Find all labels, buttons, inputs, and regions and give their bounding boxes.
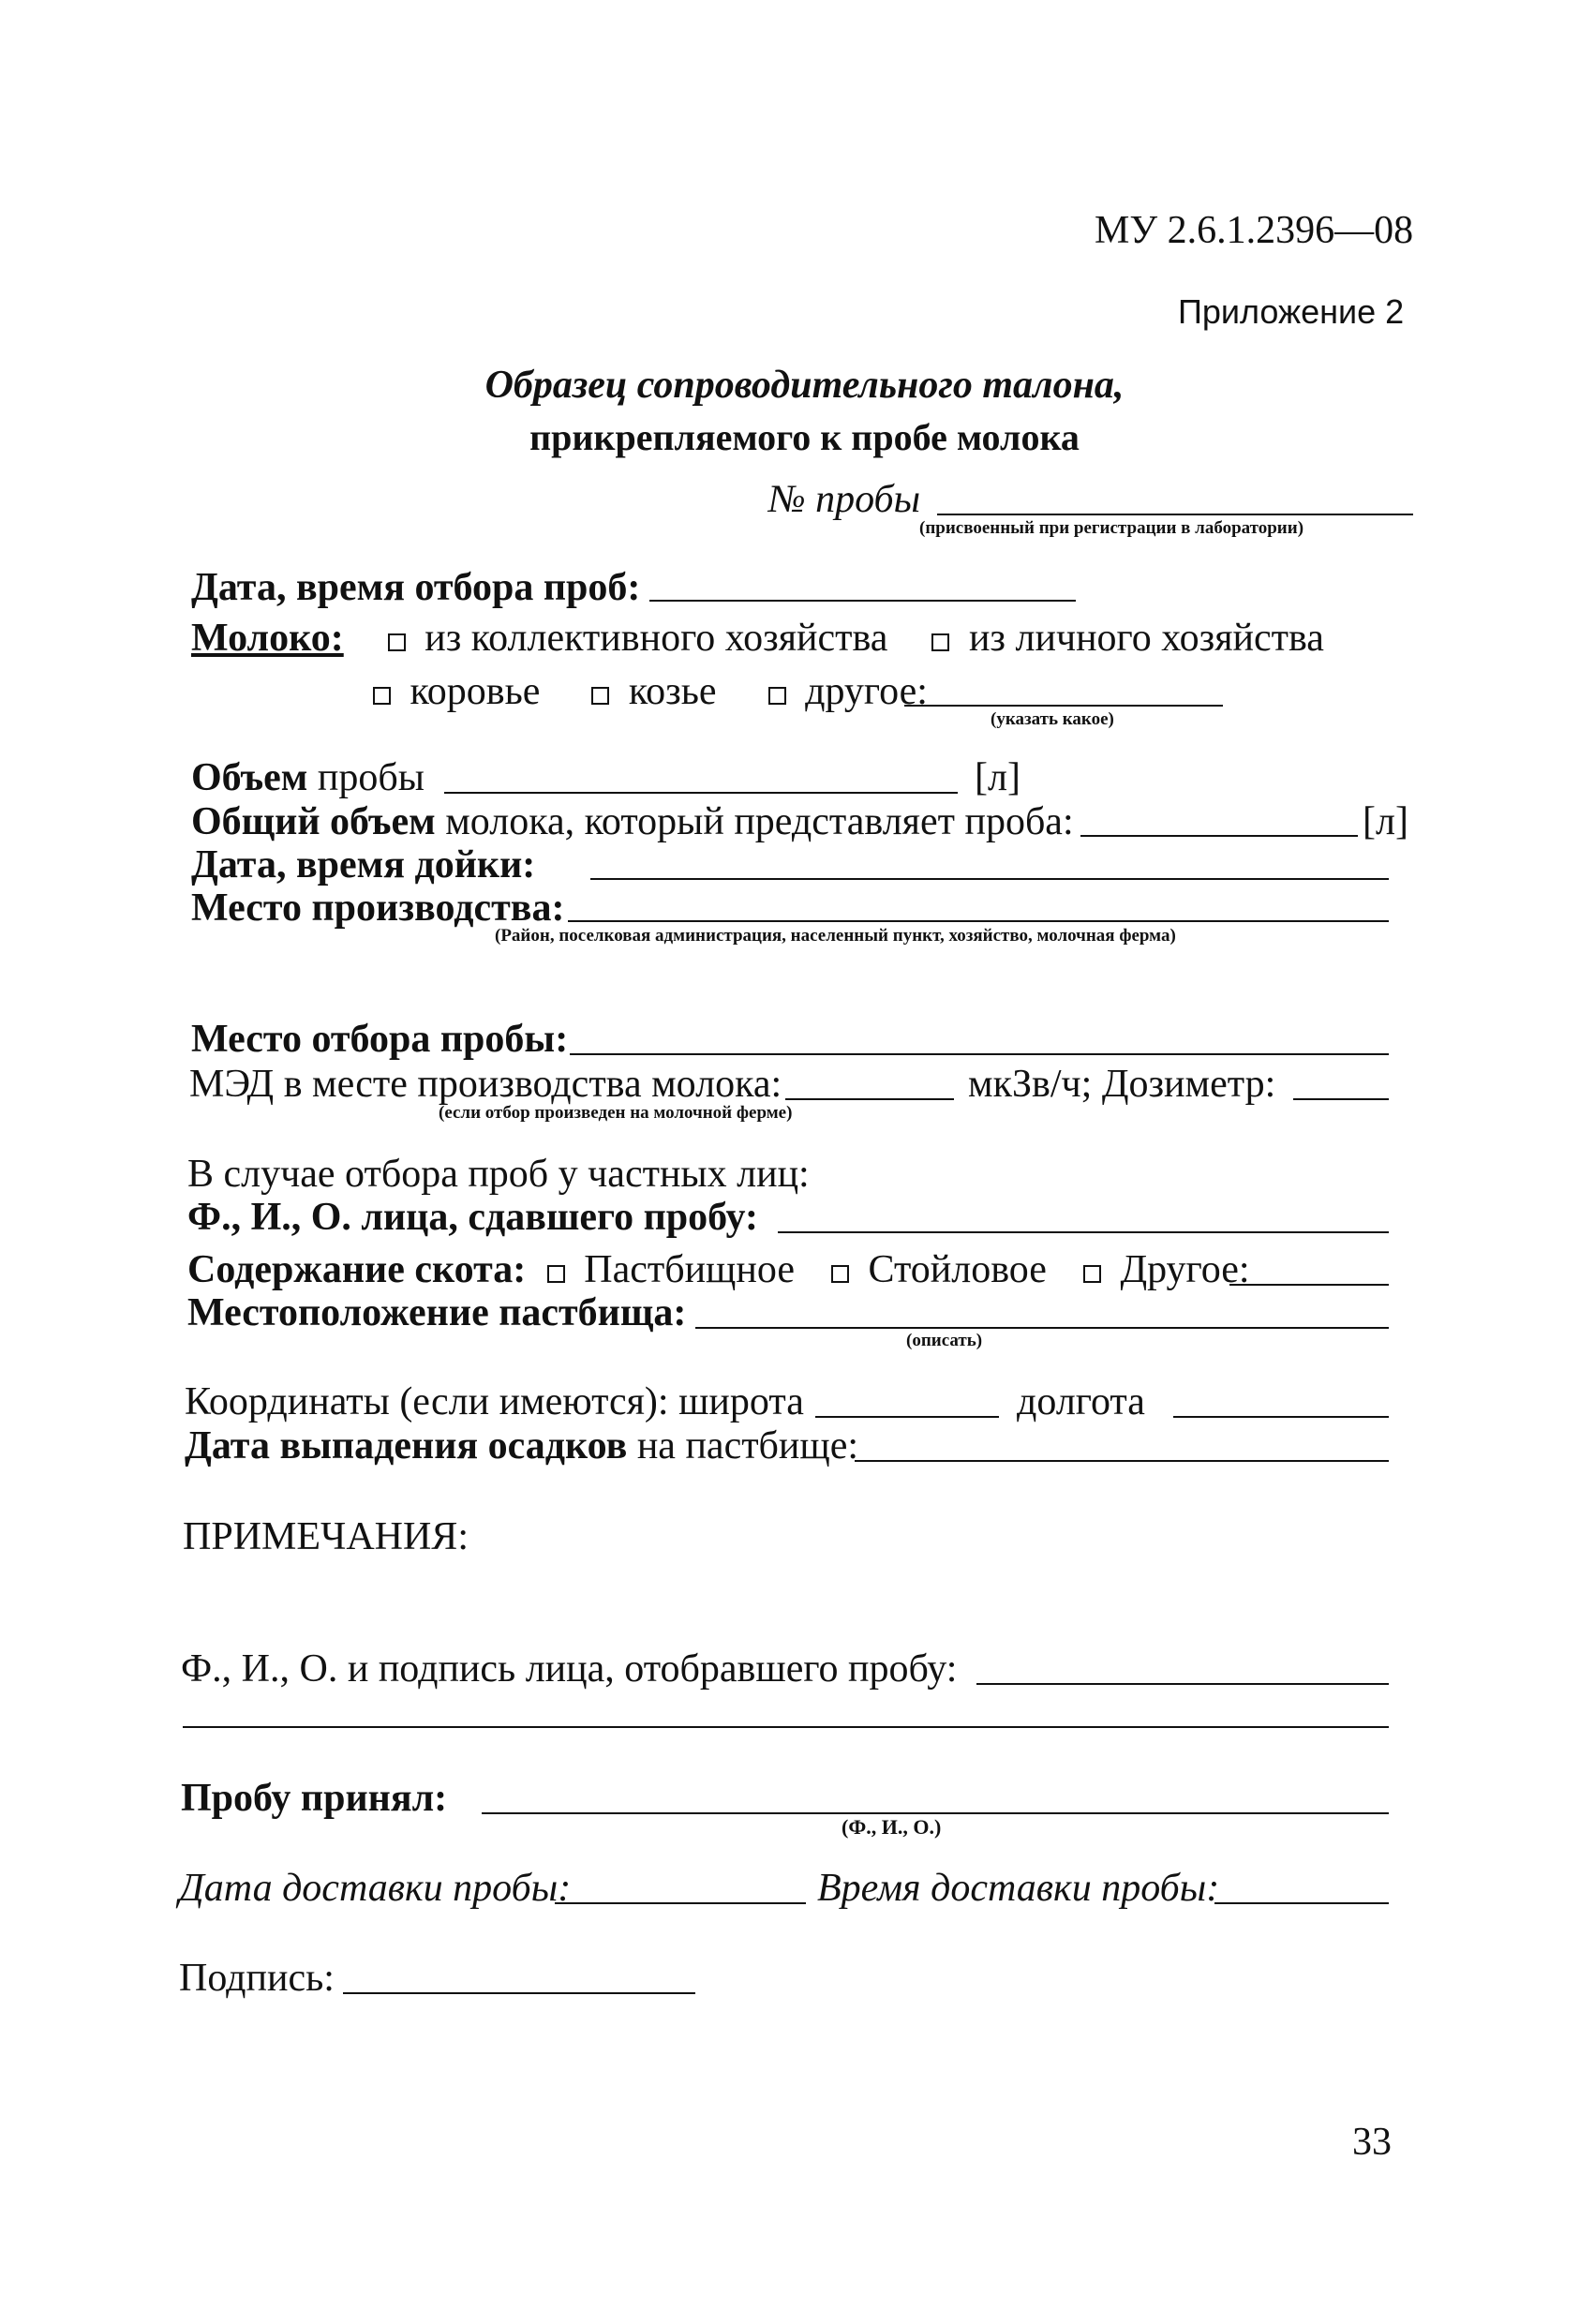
milk-type-row xyxy=(369,672,928,711)
pasture-location-field[interactable] xyxy=(695,1327,1389,1329)
production-place-note: (Район, поселковая администрация, населенный пункт, хозяйство, молочная ферма) xyxy=(495,926,1176,946)
delivery-date-label: Дата доставки пробы: xyxy=(179,1867,572,1910)
livestock-other-field[interactable] xyxy=(1229,1284,1389,1286)
milk-type-other-label: другое: xyxy=(805,670,928,713)
total-volume-row xyxy=(191,802,1074,842)
donor-name-field[interactable] xyxy=(778,1231,1389,1233)
milk-type-other-field[interactable] xyxy=(904,705,1223,707)
milk-label: Молоко: xyxy=(191,617,344,660)
milk-source-private-label: из личного хозяйства xyxy=(968,617,1324,660)
latitude-field[interactable] xyxy=(815,1416,999,1418)
livestock-label: Содержание скота: xyxy=(187,1248,527,1291)
sample-number-note: (присвоенный при регистрации в лаборатории) xyxy=(919,518,1304,538)
checkbox-collective-farm[interactable] xyxy=(388,633,406,651)
signature-field[interactable] xyxy=(343,1992,695,1994)
sampler-sign-field-2[interactable] xyxy=(183,1726,1389,1728)
sample-number-label: № пробы xyxy=(768,478,921,521)
precipitation-row xyxy=(185,1426,858,1466)
total-volume-label-rest: молока, который представляет проба: xyxy=(445,800,1074,843)
milking-datetime-field[interactable] xyxy=(590,878,1389,880)
volume-unit: [л] xyxy=(975,756,1020,799)
delivery-date-field[interactable] xyxy=(555,1902,806,1904)
volume-row xyxy=(191,758,425,797)
livestock-stall-label: Стойловое xyxy=(868,1248,1047,1291)
sampling-datetime-label: Дата, время отбора проб: xyxy=(191,566,641,609)
livestock-pasture-label: Пастбищное xyxy=(584,1248,796,1291)
checkbox-stall[interactable] xyxy=(831,1265,849,1283)
signature-label: Подпись: xyxy=(179,1957,335,2000)
private-case-label: В случае отбора проб у частных лиц: xyxy=(187,1153,810,1196)
donor-name-label: Ф., И., О. лица, сдавшего пробу: xyxy=(187,1196,758,1239)
sampling-datetime-field[interactable] xyxy=(649,600,1076,602)
document-code: МУ 2.6.1.2396—08 xyxy=(1095,209,1414,252)
precipitation-date-field[interactable] xyxy=(855,1460,1389,1462)
pasture-location-note: (описать) xyxy=(906,1331,983,1350)
checkbox-other-livestock[interactable] xyxy=(1083,1265,1101,1283)
pasture-location-label: Местоположение пастбища: xyxy=(187,1291,687,1334)
med-note: (если отбор произведен на молочной ферме) xyxy=(439,1103,793,1123)
accepted-by-label: Пробу принял: xyxy=(181,1777,448,1820)
page-number: 33 xyxy=(1352,2121,1392,2164)
coordinates-label: Координаты (если имеются): широта xyxy=(185,1380,804,1423)
production-place-label: Место производства: xyxy=(191,886,565,930)
sampling-place-label: Место отбора пробы: xyxy=(191,1018,569,1061)
sampler-sign-label: Ф., И., О. и подпись лица, отобравшего пробу: xyxy=(181,1647,958,1691)
checkbox-other-milk[interactable] xyxy=(768,687,786,705)
sampling-place-field[interactable] xyxy=(570,1053,1389,1055)
production-place-field[interactable] xyxy=(568,920,1389,922)
med-value-field[interactable] xyxy=(785,1098,954,1100)
volume-field[interactable] xyxy=(444,792,958,794)
total-volume-field-line[interactable] xyxy=(1080,835,1358,837)
appendix-label: Приложение 2 xyxy=(1178,292,1405,331)
accepted-by-note: (Ф., И., О.) xyxy=(842,1815,942,1839)
milk-source-collective-label: из коллективного хозяйства xyxy=(425,617,888,660)
accepted-by-field[interactable] xyxy=(482,1812,1389,1814)
longitude-field[interactable] xyxy=(1173,1416,1389,1418)
checkbox-pasture[interactable] xyxy=(547,1265,565,1283)
precipitation-label-rest: на пастбище: xyxy=(636,1424,859,1467)
volume-label-rest: пробы xyxy=(317,756,425,799)
dosimeter-field[interactable] xyxy=(1293,1098,1389,1100)
total-volume-label-bold: Общий объем xyxy=(191,800,436,843)
milk-type-note: (указать какое) xyxy=(991,709,1114,729)
milk-type-cow-label: коровье xyxy=(410,670,541,713)
form-title-line1: Образец сопроводительного талона, xyxy=(484,364,1125,407)
sampler-sign-field[interactable] xyxy=(976,1683,1389,1685)
med-unit-dosimeter: мкЗв/ч; Дозиметр: xyxy=(968,1063,1276,1106)
checkbox-goat-milk[interactable] xyxy=(591,687,609,705)
total-volume-unit: [л] xyxy=(1363,800,1408,843)
sample-number-field[interactable] xyxy=(937,514,1413,515)
checkbox-cow-milk[interactable] xyxy=(373,687,391,705)
milk-source-row xyxy=(191,618,1324,658)
checkbox-private-farm[interactable] xyxy=(931,633,949,651)
livestock-other-label: Другое: xyxy=(1120,1248,1250,1291)
volume-label-bold: Объем xyxy=(191,756,308,799)
delivery-time-label: Время доставки пробы: xyxy=(817,1867,1220,1910)
form-title-line2: прикрепляемого к пробе молока xyxy=(529,416,1080,458)
med-label: МЭД в месте производства молока: xyxy=(189,1063,782,1106)
delivery-time-field[interactable] xyxy=(1214,1902,1389,1904)
notes-label: ПРИМЕЧАНИЯ: xyxy=(183,1515,469,1558)
precipitation-label-bold: Дата выпадения осадков xyxy=(185,1424,628,1467)
milking-datetime-label: Дата, время дойки: xyxy=(191,843,536,886)
livestock-row xyxy=(187,1250,1250,1289)
milk-type-goat-label: козье xyxy=(628,670,717,713)
longitude-label: долгота xyxy=(1017,1380,1145,1423)
